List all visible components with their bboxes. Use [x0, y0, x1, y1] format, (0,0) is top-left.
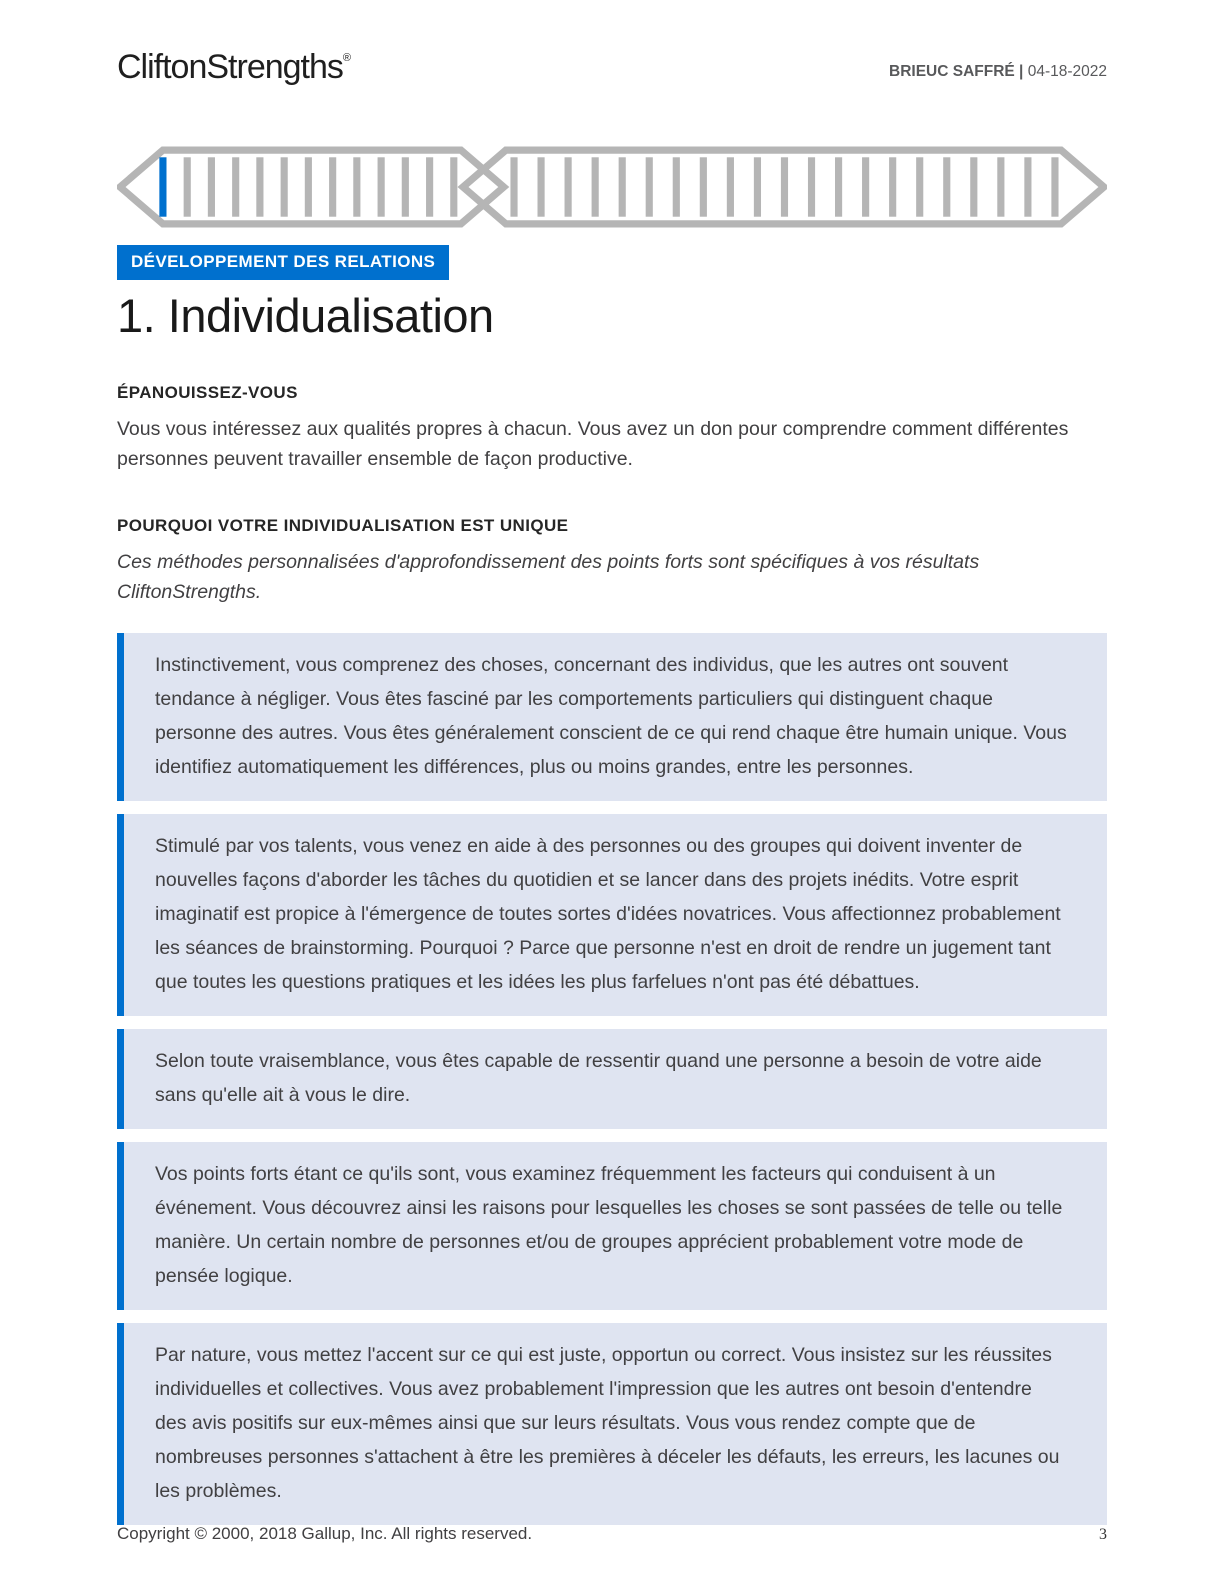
insight-box: Instinctivement, vous comprenez des choses, concernant des individus, que les autres ont souvent tendance à négliger. Vous êtes fasciné par les comportements particuliers qui distinguent chaque personne des autres. Vous êtes généralement conscient de ce qui rend chaque être humain unique. Vous identifiez automatiquement les différences, plus ou moins grandes, entre les personnes. — [117, 633, 1107, 801]
report-date: 04-18-2022 — [1027, 63, 1107, 80]
theme-title: 1. Individualisation — [117, 289, 494, 342]
dna-strand-graphic-wrap — [117, 145, 1107, 229]
insight-box: Par nature, vous mettez l'accent sur ce qui est juste, opportun ou correct. Vous insistez sur les réussites individuelles et collectives. Vous avez probablement l'impression que les autres ont besoin d'entendre des avis positifs sur eux-mêmes ainsi que sur leurs résultats. Vous vous rendez compte que de nombreuses personnes s'attachent à être les premières à déceler les défauts, les erreurs, les lacunes ou les problèmes. — [117, 1323, 1107, 1525]
logo-text: CliftonStrengths — [117, 48, 343, 86]
section-body-thrive: Vous vous intéressez aux qualités propres à chacun. Vous avez un don pour comprendre comment différentes personnes peuvent travailler ensemble de façon productive. — [117, 418, 1069, 470]
insight-box-list — [117, 633, 1107, 1525]
page-number: 3 — [1099, 1526, 1107, 1543]
cliftonstrengths-logo — [117, 48, 351, 87]
registered-trademark-symbol: ® — [342, 52, 352, 64]
section-heading-why-unique: POURQUOI VOTRE INDIVIDUALISATION EST UNIQUE — [117, 516, 569, 535]
page-footer — [117, 1524, 1107, 1544]
insight-box: Selon toute vraisemblance, vous êtes capable de ressentir quand une personne a besoin de votre aide sans qu'elle ait à vous le dire. — [117, 1029, 1107, 1129]
section-body-why-unique: Ces méthodes personnalisées d'approfondissement des points forts sont spécifiques à vos résultats CliftonStrengths. — [117, 551, 980, 603]
domain-badge: DÉVELOPPEMENT DES RELATIONS — [117, 245, 449, 280]
meta-separator: | — [1014, 63, 1028, 80]
section-heading-thrive: ÉPANOUISSEZ-VOUS — [117, 383, 298, 402]
insight-box: Vos points forts étant ce qu'ils sont, vous examinez fréquemment les facteurs qui conduisent à un événement. Vous découvrez ainsi les raisons pour lesquelles les choses se sont passées de telle ou telle manière. Un certain nombre de personnes et/ou de groupes apprécient probablement votre mode de pensée logique. — [117, 1142, 1107, 1310]
person-name: BRIEUC SAFFRÉ — [889, 63, 1015, 80]
insight-box: Stimulé par vos talents, vous venez en aide à des personnes ou des groupes qui doivent inventer de nouvelles façons d'aborder les tâches du quotidien et se lancer dans des projets inédits. Votre esprit imaginatif est propice à l'émergence de toutes sortes d'idées novatrices. Vous affectionnez probablement les séances de brainstorming. Pourquoi ? Parce que personne n'est en droit de rendre un jugement tant que toutes les questions pratiques et les idées les plus farfelues n'ont pas été débattues. — [117, 814, 1107, 1016]
dna-strand-graphic — [117, 145, 1107, 229]
page-header — [117, 48, 1107, 87]
report-meta — [889, 63, 1107, 87]
copyright-text: Copyright © 2000, 2018 Gallup, Inc. All rights reserved. — [117, 1524, 533, 1543]
